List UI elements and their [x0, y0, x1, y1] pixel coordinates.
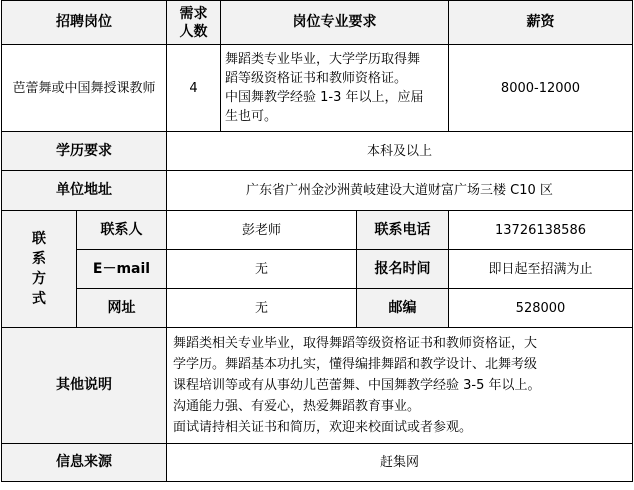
- job-requirement-line: 蹈等级资格证书和教师资格证。: [225, 71, 408, 86]
- header-count-line2: 人数: [179, 23, 208, 40]
- contact-section-label: [2, 211, 77, 328]
- header-salary: 薪资: [449, 1, 633, 45]
- contact-char: 联: [32, 231, 46, 247]
- other-note-line: 学学历。舞蹈基本功扎实，懂得编排舞蹈和教学设计、北舞考级: [173, 357, 538, 372]
- header-count: [167, 1, 221, 45]
- job-requirement-line: 中国舞教学经验 1-3 年以上，应届: [225, 90, 424, 105]
- contact-email-label: E－mail: [77, 250, 167, 289]
- contact-deadline-label: 报名时间: [357, 250, 449, 289]
- education-value: 本科及以上: [167, 132, 633, 171]
- header-count-line1: 需求: [179, 5, 208, 22]
- other-notes: [167, 328, 633, 444]
- address-label: 单位地址: [2, 171, 167, 211]
- contact-person-value: 彭老师: [167, 211, 357, 250]
- contact-website-label: 网址: [77, 289, 167, 328]
- other-note-line: 课程培训等或有从事幼儿芭蕾舞、中国舞教学经验 3-5 年以上。: [173, 378, 541, 393]
- job-requirements: [221, 45, 449, 132]
- address-value: 广东省广州金沙洲黄岐建设大道财富广场三楼 C10 区: [167, 171, 633, 211]
- source-value: 赶集网: [167, 444, 633, 482]
- contact-char: 方: [32, 271, 46, 287]
- other-row: [2, 328, 633, 444]
- contact-person-label: 联系人: [77, 211, 167, 250]
- contact-deadline-value: 即日起至招满为止: [449, 250, 633, 289]
- job-count: 4: [167, 45, 221, 132]
- contact-row-person: [2, 211, 633, 250]
- contact-phone-value: 13726138586: [449, 211, 633, 250]
- job-row: [2, 45, 633, 132]
- contact-zip-label: 邮编: [357, 289, 449, 328]
- header-row: [2, 1, 633, 45]
- education-row: [2, 132, 633, 171]
- other-note-line: 面试请持相关证书和简历，欢迎来校面试或者参观。: [173, 420, 473, 435]
- contact-email-value: 无: [167, 250, 357, 289]
- contact-row-email: [2, 250, 633, 289]
- contact-zip-value: 528000: [449, 289, 633, 328]
- job-title: 芭蕾舞或中国舞授课教师: [2, 45, 167, 132]
- other-note-line: 沟通能力强、有爱心，热爱舞蹈教育事业。: [173, 399, 421, 414]
- job-posting-table: [1, 0, 633, 482]
- contact-row-website: [2, 289, 633, 328]
- job-requirement-line: 舞蹈类专业毕业，大学学历取得舞: [225, 52, 421, 67]
- header-requirements: 岗位专业要求: [221, 1, 449, 45]
- source-label: 信息来源: [2, 444, 167, 482]
- contact-website-value: 无: [167, 289, 357, 328]
- contact-char: 系: [32, 251, 46, 267]
- other-label: 其他说明: [2, 328, 167, 444]
- job-requirement-line: 生也可。: [225, 109, 278, 124]
- contact-char: 式: [32, 291, 46, 307]
- education-label: 学历要求: [2, 132, 167, 171]
- source-row: [2, 444, 633, 482]
- contact-phone-label: 联系电话: [357, 211, 449, 250]
- header-position: 招聘岗位: [2, 1, 167, 45]
- other-note-line: 舞蹈类相关专业毕业，取得舞蹈等级资格证书和教师资格证，大: [173, 336, 538, 351]
- address-row: [2, 171, 633, 211]
- job-salary: 8000-12000: [449, 45, 633, 132]
